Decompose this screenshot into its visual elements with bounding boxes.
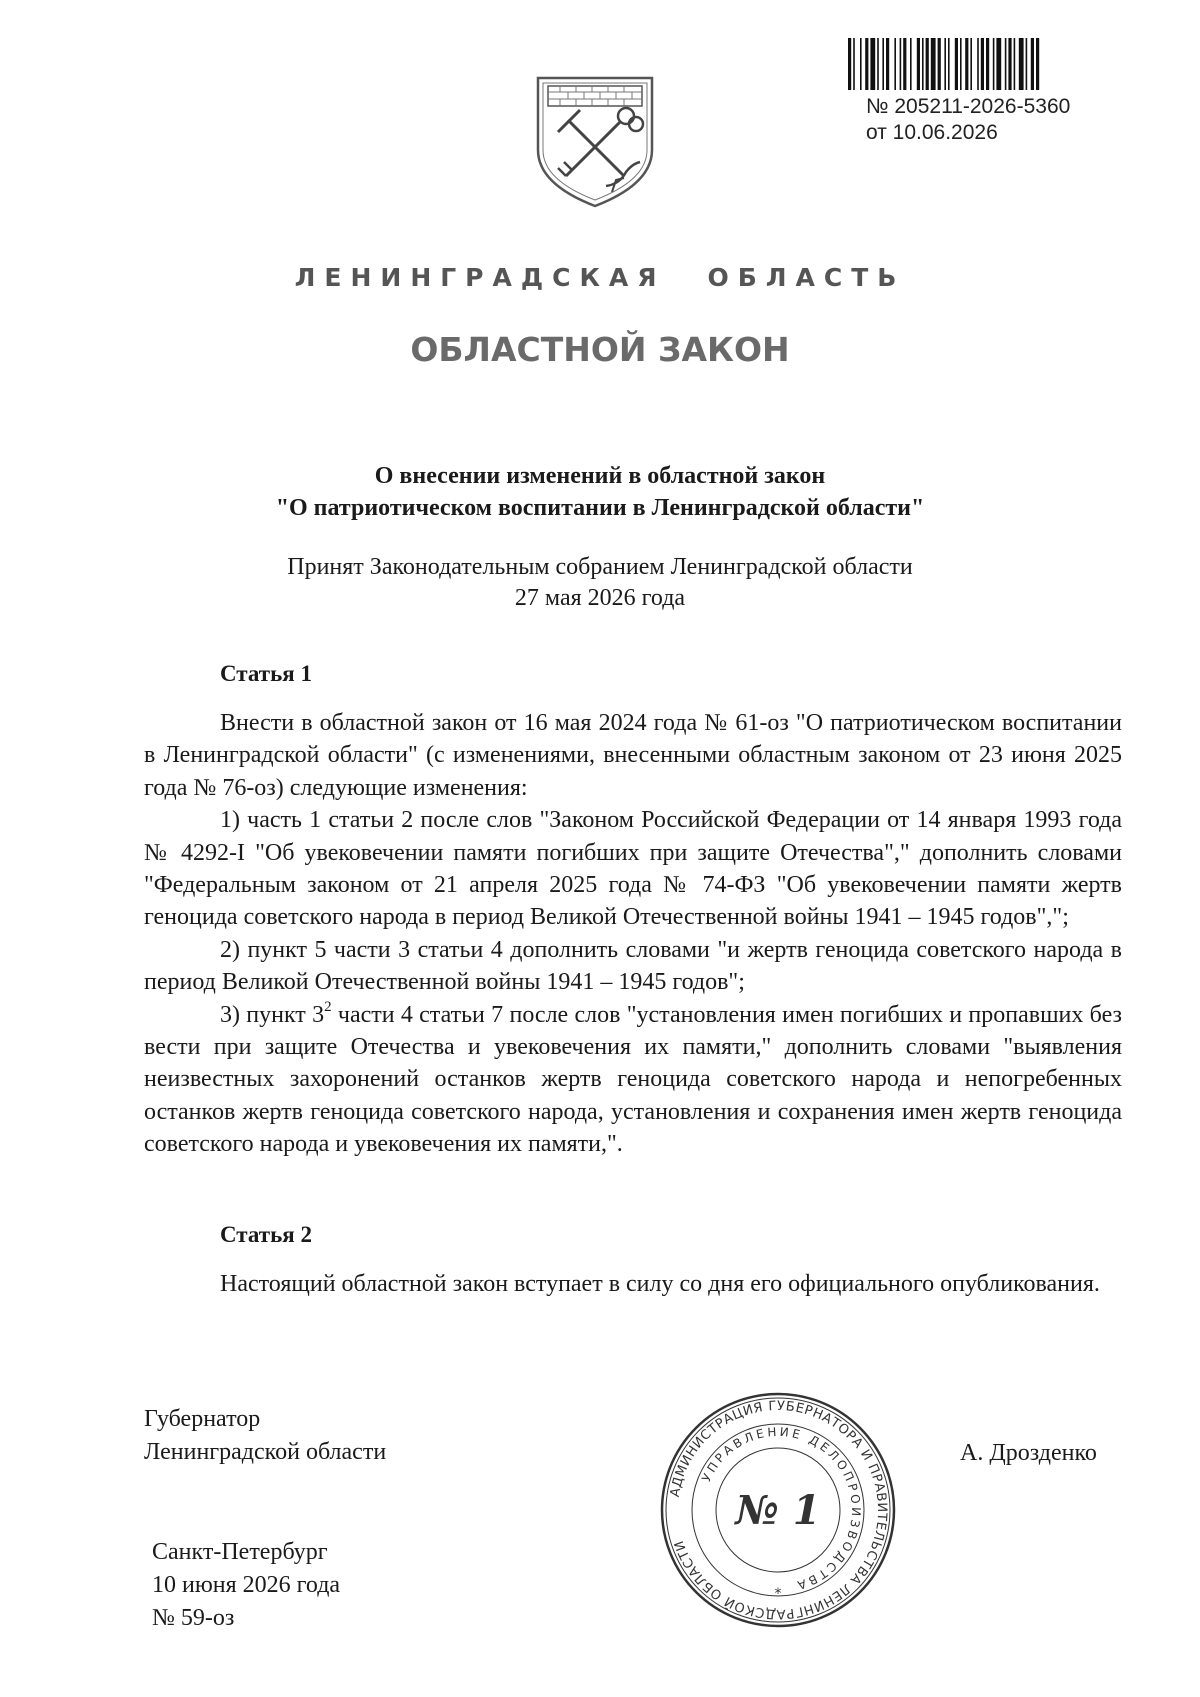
region-heading (0, 263, 1200, 292)
article-1-item-3-prefix: 3) пункт 3 (220, 1001, 325, 1028)
leningrad-oblast-coat-of-arms-icon (528, 72, 662, 210)
signatory-name: А. Дрозденко (960, 1440, 1097, 1466)
signing-date: 10 июня 2026 года (152, 1572, 341, 1598)
adopted-line-1: Принят Законодательным собранием Ленинградской области (287, 554, 913, 580)
signatory-position (144, 1403, 386, 1469)
place-date-block (152, 1536, 340, 1635)
registration-number: № 205211-2026-5360 (866, 95, 1071, 118)
article-1-intro: Внести в областной закон от 16 мая 2024 года № 61-оз "О патриотическом воспитании в Ленинградской области" (с изменениями, внесенными областным законом от 23 июня 2025 года № 76-оз) следующие изменения: (144, 710, 1122, 801)
article-1-body (144, 707, 1122, 1161)
article-1-item-3 (144, 999, 1122, 1161)
article-1-item-3-text: части 4 статьи 7 после слов "установления имен погибших и пропавших без вести при защите Отечества и увековечения их памяти," дополнить словами "выявления неизвестных захоронений останков жертв геноцида советского народа и непогребенных останков жертв геноцида советского народа, установления и сохранения имен жертв геноцида советского народа и увековечения их памяти,". (144, 1001, 1123, 1158)
article-1-item-3-superscript: 2 (324, 998, 332, 1015)
adopted-date: 27 мая 2026 года (514, 585, 686, 611)
article-1-item-2: 2) пункт 5 части 3 статьи 4 дополнить словами "и жертв геноцида советского народа в период Великой Отечественной войны 1941 – 1945 годов"; (144, 936, 1122, 996)
svg-text:*: * (774, 1586, 782, 1602)
barcode-icon (848, 38, 1112, 90)
svg-text:АДМИНИСТРАЦИЯ ГУБЕРНАТОРА И ПР: АДМИНИСТРАЦИЯ ГУБЕРНАТОРА И ПРАВИТЕЛЬСТВА ЛЕНИНГРАДСКОЙ ОБЛАСТИ (667, 1398, 890, 1622)
article-1-item-1: 1) часть 1 статьи 2 после слов "Законом Российской Федерации от 14 января 1993 года № 4292-I "Об увековечении памяти погибших при защите Отечества"," дополнить словами "Федеральным законом от 21 апреля 2025 года № 74-ФЗ "Об увековечении памяти жертв геноцида советского народа в период Великой Отечественной войны 1941 – 1945 годов","; (144, 807, 1122, 931)
region-word-2: ОБЛАСТЬ (707, 263, 906, 292)
registration-date: от 10.06.2026 (866, 121, 998, 144)
svg-text:УПРАВЛЕНИЕ ДЕЛОПРОИЗВОДСТВА: УПРАВЛЕНИЕ ДЕЛОПРОИЗВОДСТВА (699, 1424, 864, 1594)
law-title-line-2: "О патриотическом воспитании в Ленинградской области" (275, 495, 925, 521)
region-word-1: ЛЕНИНГРАДСКАЯ (294, 263, 666, 292)
law-type-heading: ОБЛАСТНОЙ ЗАКОН (410, 330, 790, 369)
signatory-position-line-1: Губернатор (144, 1406, 261, 1432)
svg-text:№ 1: № 1 (735, 1487, 821, 1534)
article-2-text: Настоящий областной закон вступает в силу со дня его официального опубликования. (220, 1271, 1100, 1297)
article-2-heading: Статья 2 (220, 1222, 312, 1247)
law-title-line-1: О внесении изменений в областной закон (374, 463, 826, 489)
article-1-heading: Статья 1 (220, 661, 312, 686)
signatory-position-line-2: Ленинградской области (144, 1439, 387, 1465)
signing-place: Санкт-Петербург (152, 1539, 328, 1565)
official-stamp-icon (658, 1390, 898, 1630)
law-number: № 59-оз (152, 1605, 235, 1631)
article-2-body (144, 1268, 1122, 1300)
